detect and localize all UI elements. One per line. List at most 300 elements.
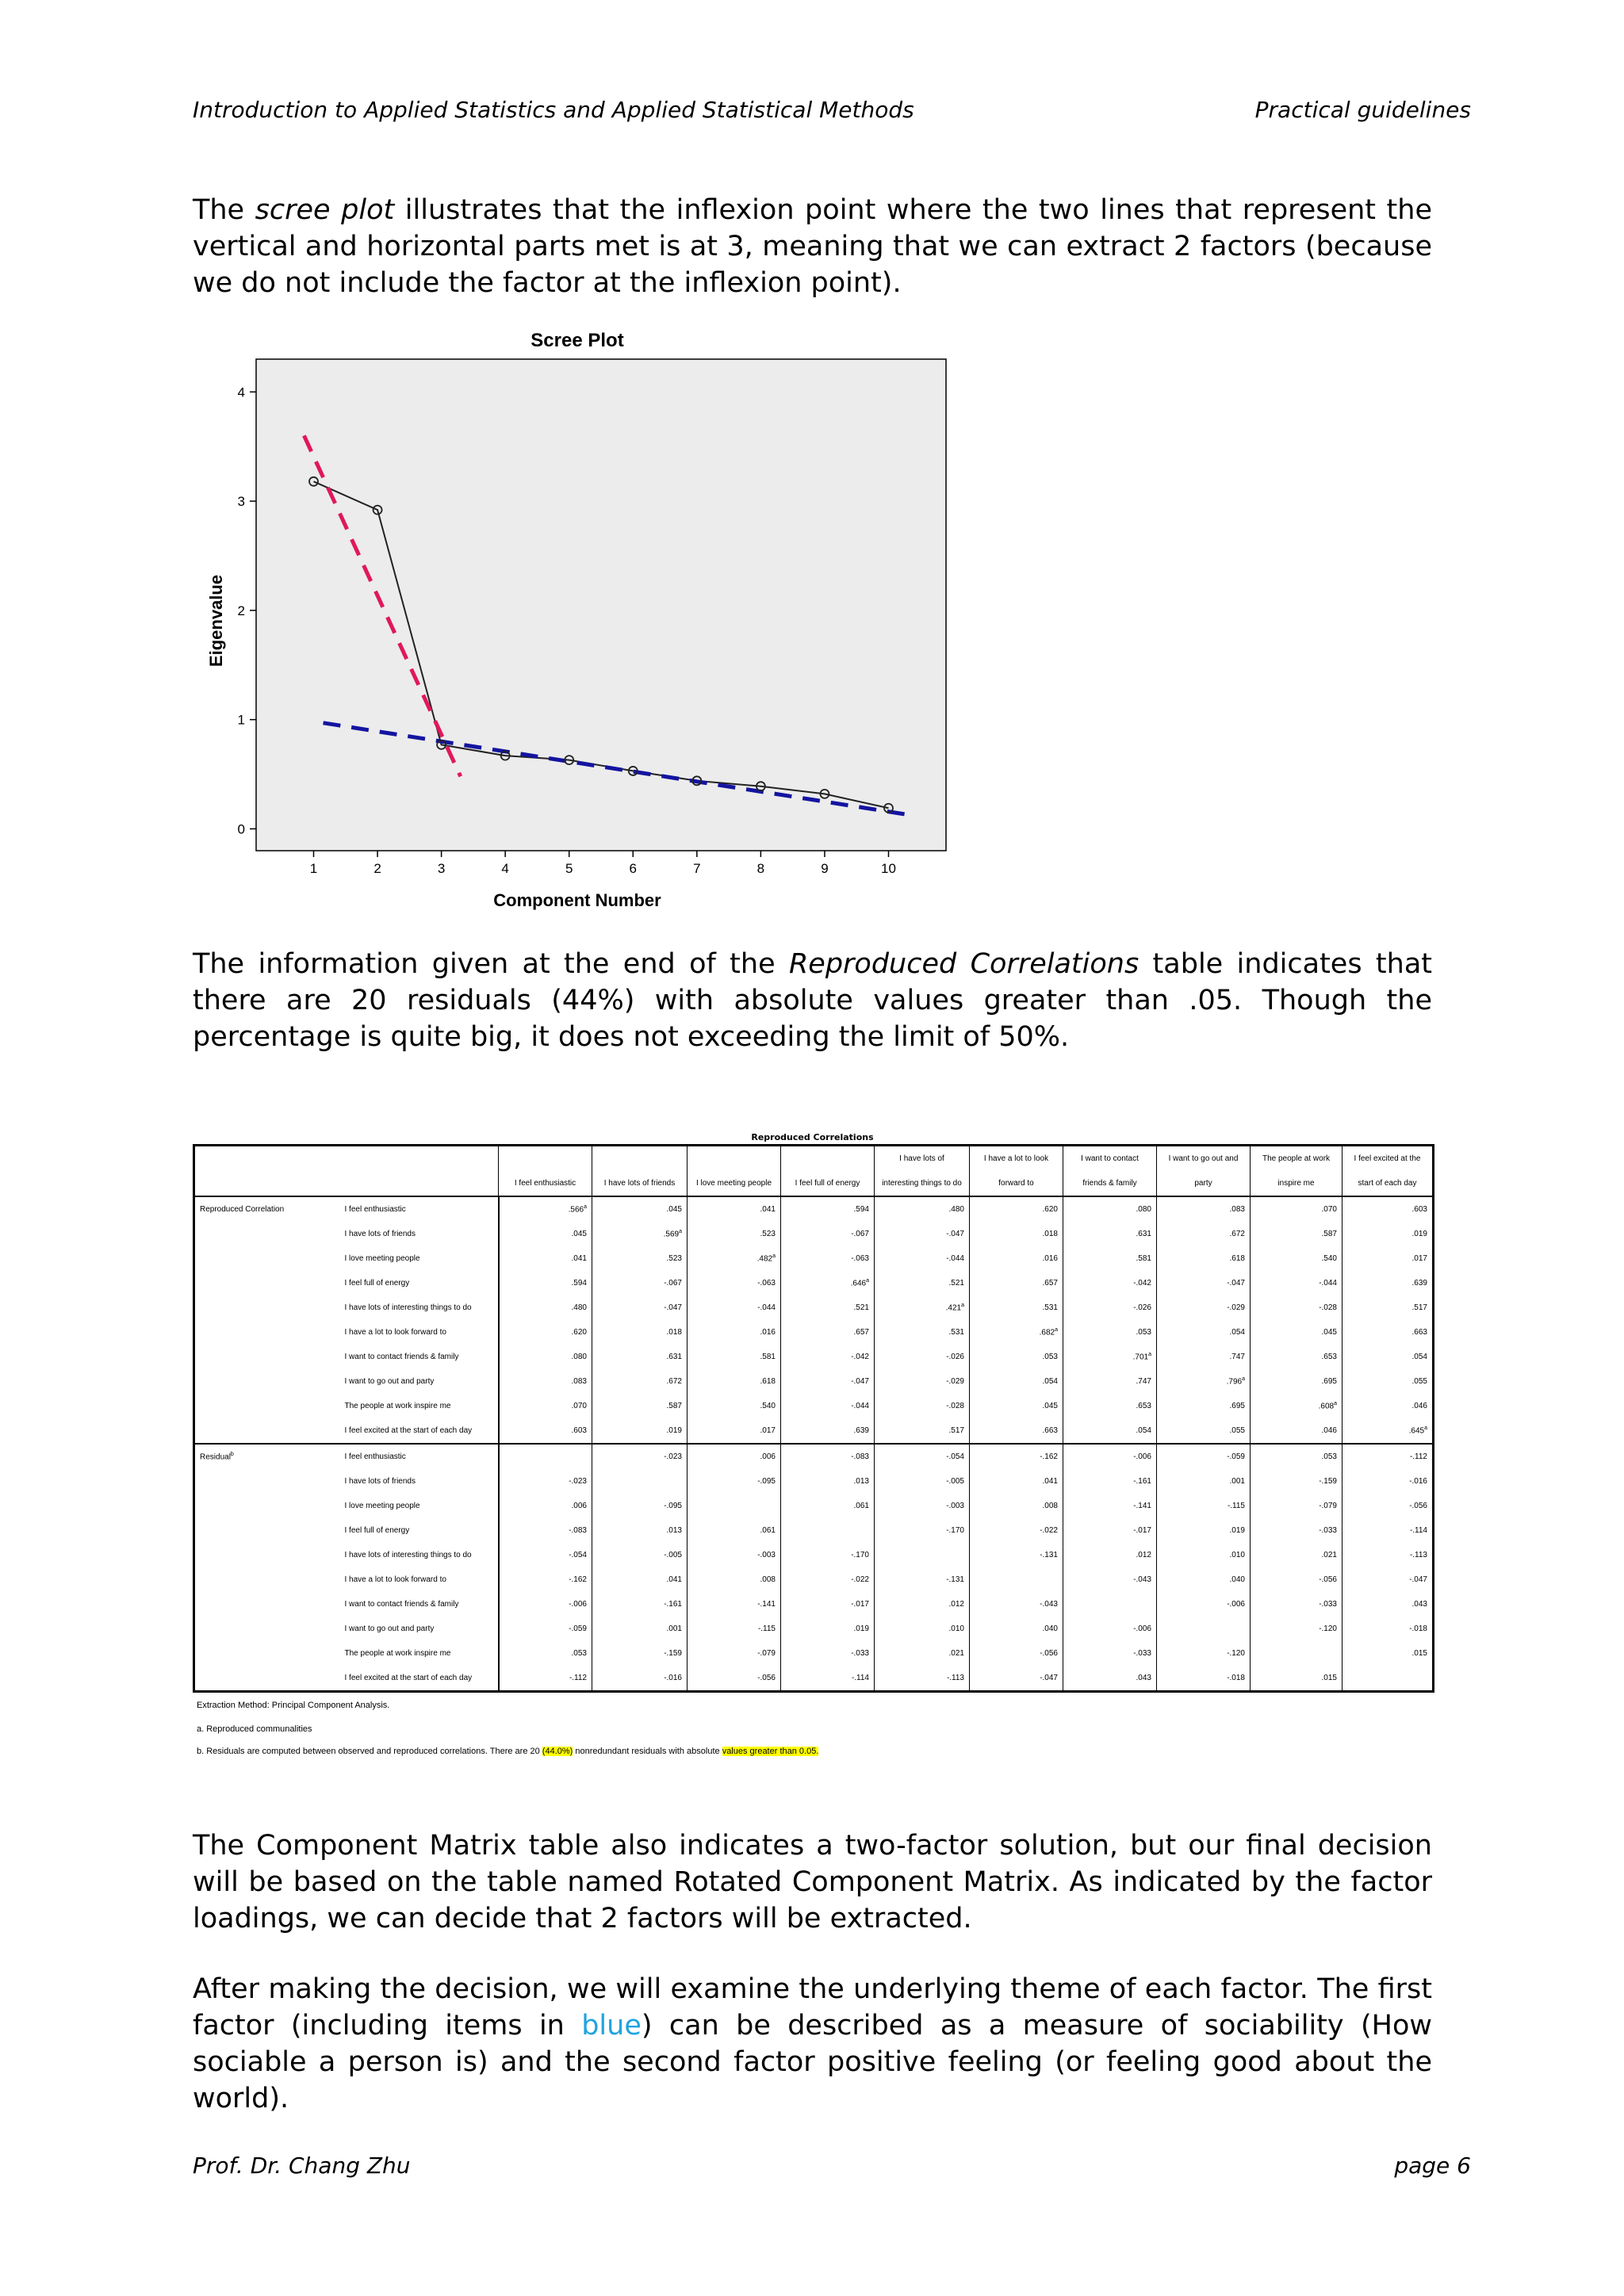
row-label: I have lots of interesting things to do <box>344 1303 472 1312</box>
page-footer <box>193 2152 1471 2184</box>
cell-value: -.115 <box>757 1624 776 1633</box>
row-group-label <box>194 1543 340 1567</box>
cell-value: -.141 <box>757 1600 776 1609</box>
column-header-line1 <box>594 1146 685 1171</box>
table-cell <box>592 1222 688 1246</box>
paragraph-component-matrix: The Component Matrix table also indicates a two-factor solution, but our final decision will be based on the table named Rotated Component Matrix. As indicated by the factor loadings, we can decide that 2 factors will be extracted. <box>193 1830 1432 1934</box>
table-cell <box>970 1543 1063 1567</box>
table-cell <box>875 1369 970 1394</box>
row-group-label <box>194 1666 340 1692</box>
row-label: I feel full of energy <box>344 1279 410 1288</box>
cell-value: .012 <box>948 1600 964 1609</box>
table-cell <box>970 1641 1063 1666</box>
row-group-label <box>194 1418 340 1444</box>
table-cell <box>1157 1518 1251 1543</box>
cell-value: -.131 <box>946 1575 964 1584</box>
column-header <box>970 1146 1063 1197</box>
plot-area <box>256 359 946 851</box>
cell-value: .421 <box>945 1303 962 1313</box>
table-cell <box>1251 1418 1342 1444</box>
cell-value: .480 <box>571 1303 587 1312</box>
cell-value: .603 <box>1411 1205 1427 1214</box>
table-cell <box>499 1444 592 1469</box>
cell-value: -.159 <box>664 1649 682 1658</box>
table-cell <box>875 1641 970 1666</box>
column-header-line1: I want to contact <box>1081 1154 1139 1163</box>
row-label: I love meeting people <box>344 1254 420 1263</box>
table-row <box>194 1369 1434 1394</box>
table-cell <box>499 1320 592 1345</box>
table-cell <box>1157 1369 1251 1394</box>
table-cell <box>1342 1295 1434 1320</box>
text-run: table indicates that there are 20 residuals (44%) with absolute values greater than .05. Though the percentage is quite big, it does not exceeding the limit of 50%. <box>193 948 1432 1053</box>
table-row <box>194 1444 1434 1469</box>
column-header <box>781 1146 875 1197</box>
cell-value: -.047 <box>664 1303 682 1312</box>
cell-value: .540 <box>760 1402 776 1410</box>
table-cell <box>1157 1469 1251 1494</box>
footnote-marker: a <box>772 1253 776 1260</box>
table-cell <box>499 1394 592 1418</box>
table-row <box>194 1494 1434 1518</box>
cell-value: -.059 <box>1227 1452 1245 1461</box>
cell-value: .045 <box>571 1230 587 1238</box>
cell-value: .747 <box>1229 1353 1245 1361</box>
cell-value: .645 <box>1408 1426 1425 1436</box>
table-cell <box>875 1320 970 1345</box>
table-cell <box>1157 1345 1251 1369</box>
cell-value: .055 <box>1411 1377 1427 1386</box>
row-group-label <box>194 1394 340 1418</box>
x-tick-label: 3 <box>437 861 446 876</box>
table-cell <box>1157 1641 1251 1666</box>
table-row <box>194 1592 1434 1617</box>
column-header <box>1157 1146 1251 1197</box>
table-cell <box>1342 1271 1434 1295</box>
x-tick-label: 5 <box>565 861 573 876</box>
cell-value: .581 <box>760 1353 776 1361</box>
table-cell <box>1063 1666 1157 1692</box>
table-cell <box>875 1295 970 1320</box>
reproduced-correlations-table <box>193 1144 1434 1693</box>
y-axis-label: Eigenvalue <box>206 574 226 668</box>
table-cell <box>1063 1196 1157 1222</box>
table-cell <box>688 1543 781 1567</box>
table-cell <box>499 1469 592 1494</box>
x-tick-label: 2 <box>373 861 381 876</box>
cell-value: -.063 <box>757 1279 776 1288</box>
table-cell <box>688 1469 781 1494</box>
x-tick-label: 8 <box>756 861 765 876</box>
cell-value: .021 <box>948 1649 964 1658</box>
cell-value: -.083 <box>569 1526 587 1535</box>
cell-value: .672 <box>666 1377 682 1386</box>
row-group-label <box>194 1617 340 1641</box>
cell-value: .603 <box>571 1426 587 1435</box>
table-cell <box>1251 1394 1342 1418</box>
table-cell <box>499 1271 592 1295</box>
table-cell <box>875 1271 970 1295</box>
header-section: Practical guidelines <box>1254 97 1471 123</box>
table-row <box>194 1641 1434 1666</box>
cell-value: -.033 <box>851 1649 869 1658</box>
table-cell <box>1063 1320 1157 1345</box>
cell-value: -.054 <box>569 1551 587 1559</box>
text-run: illustrates that the inflexion point where the two lines that represent the vertical and horizontal parts met is at 3, meaning that we can extract 2 factors (because we do not include the factor at the inflexion point). <box>193 194 1433 299</box>
cell-value: .620 <box>1042 1205 1058 1214</box>
table-cell <box>592 1469 688 1494</box>
table-cell <box>781 1518 875 1543</box>
table-cell <box>592 1418 688 1444</box>
table-cell <box>1342 1666 1434 1692</box>
row-group-label <box>194 1246 340 1271</box>
table-row <box>194 1345 1434 1369</box>
cell-value: -.063 <box>851 1254 869 1263</box>
cell-value: -.003 <box>757 1551 776 1559</box>
cell-value: .053 <box>1136 1328 1151 1337</box>
cell-value: .672 <box>1229 1230 1245 1238</box>
cell-value: .070 <box>1321 1205 1337 1214</box>
page-header <box>193 97 1471 128</box>
table-cell <box>1157 1592 1251 1617</box>
table-cell <box>688 1196 781 1222</box>
cell-value: -.033 <box>1319 1526 1337 1535</box>
footnote-method: Extraction Method: Principal Component Analysis. <box>197 1701 390 1710</box>
table-cell <box>781 1345 875 1369</box>
row-group-label <box>194 1567 340 1592</box>
cell-value: -.056 <box>1409 1502 1427 1510</box>
cell-value: -.059 <box>569 1624 587 1633</box>
table-cell <box>970 1345 1063 1369</box>
cell-value: -.026 <box>1133 1303 1151 1312</box>
table-cell <box>1251 1469 1342 1494</box>
table-cell <box>1157 1617 1251 1641</box>
table-cell <box>592 1345 688 1369</box>
cell-value: -.056 <box>1319 1575 1337 1584</box>
cell-value: -.028 <box>946 1402 964 1410</box>
cell-value: -.033 <box>1133 1649 1151 1658</box>
table-cell <box>1342 1543 1434 1567</box>
table-cell <box>1063 1641 1157 1666</box>
cell-value: -.114 <box>1409 1526 1427 1535</box>
column-header <box>592 1146 688 1197</box>
table-cell <box>1157 1246 1251 1271</box>
cell-value: .019 <box>666 1426 682 1435</box>
row-label: I feel enthusiastic <box>340 1444 499 1469</box>
table-cell <box>1157 1567 1251 1592</box>
table-cell <box>875 1543 970 1567</box>
cell-value: .001 <box>1229 1477 1245 1486</box>
cell-value: -.112 <box>1409 1452 1427 1461</box>
table-row <box>194 1543 1434 1567</box>
table-cell <box>1157 1418 1251 1444</box>
table-cell <box>875 1494 970 1518</box>
row-group-label <box>194 1295 340 1320</box>
table-cell <box>1157 1444 1251 1469</box>
table-cell <box>875 1196 970 1222</box>
cell-value: .796 <box>1226 1377 1243 1387</box>
table-cell <box>1063 1518 1157 1543</box>
cell-value: -.026 <box>946 1353 964 1361</box>
row-group-label <box>194 1494 340 1518</box>
table-cell <box>1157 1320 1251 1345</box>
table-cell <box>1342 1345 1434 1369</box>
table-row <box>194 1271 1434 1295</box>
cell-value: .531 <box>948 1328 964 1337</box>
table-cell <box>1251 1518 1342 1543</box>
table-cell <box>1157 1222 1251 1246</box>
table-cell <box>592 1592 688 1617</box>
table-cell <box>1342 1418 1434 1444</box>
cell-value: -.043 <box>1133 1575 1151 1584</box>
cell-value: .045 <box>666 1205 682 1214</box>
scree-plot-chart <box>205 325 950 928</box>
cell-value: .682 <box>1039 1328 1055 1337</box>
table-cell <box>1157 1666 1251 1692</box>
paragraph-scree-intro <box>193 192 1432 301</box>
cell-value: .012 <box>1136 1551 1151 1559</box>
table-cell <box>1157 1271 1251 1295</box>
table-cell <box>1157 1394 1251 1418</box>
table-cell <box>781 1369 875 1394</box>
cell-value: .618 <box>1229 1254 1245 1263</box>
column-header <box>499 1146 592 1197</box>
cell-value: -.095 <box>757 1477 776 1486</box>
cell-value: .695 <box>1229 1402 1245 1410</box>
table-cell <box>592 1295 688 1320</box>
cell-value: -.113 <box>1409 1551 1427 1559</box>
cell-value: .517 <box>948 1426 964 1435</box>
cell-value: -.017 <box>1133 1526 1151 1535</box>
cell-value: .587 <box>1321 1230 1337 1238</box>
cell-value: -.141 <box>1133 1502 1151 1510</box>
table-cell <box>1342 1518 1434 1543</box>
column-header-line2: party <box>1194 1179 1212 1188</box>
cell-value: .540 <box>1321 1254 1337 1263</box>
cell-value: .482 <box>756 1254 773 1264</box>
table-cell <box>781 1444 875 1469</box>
cell-value: -.056 <box>1040 1649 1058 1658</box>
cell-value: .569 <box>663 1230 680 1239</box>
cell-value: .054 <box>1411 1353 1427 1361</box>
paragraph-factor-themes <box>193 1971 1432 2117</box>
row-label: I feel full of energy <box>344 1526 410 1535</box>
chart-title: Scree Plot <box>530 330 624 351</box>
cell-value: .008 <box>1042 1502 1058 1510</box>
table-cell <box>688 1320 781 1345</box>
cell-value: .010 <box>1229 1551 1245 1559</box>
footnote-marker: a <box>961 1303 964 1309</box>
cell-value: -.047 <box>1227 1279 1245 1288</box>
cell-value: -.044 <box>757 1303 776 1312</box>
cell-value: .646 <box>850 1279 867 1288</box>
cell-value: -.029 <box>1227 1303 1245 1312</box>
cell-value: .639 <box>1411 1279 1427 1288</box>
table-cell <box>1251 1592 1342 1617</box>
cell-value: .594 <box>571 1279 587 1288</box>
table-cell <box>1063 1444 1157 1469</box>
cell-value: .046 <box>1411 1402 1427 1410</box>
cell-value: .018 <box>1042 1230 1058 1238</box>
cell-value: -.079 <box>1319 1502 1337 1510</box>
text-run: The <box>193 194 255 226</box>
table-cell <box>875 1666 970 1692</box>
table-cell <box>592 1666 688 1692</box>
table-cell <box>875 1567 970 1592</box>
table-cell <box>592 1320 688 1345</box>
cell-value: .608 <box>1318 1402 1335 1411</box>
table-cell <box>1063 1617 1157 1641</box>
table-cell <box>1251 1320 1342 1345</box>
cell-value: -.017 <box>851 1600 869 1609</box>
table-cell <box>970 1469 1063 1494</box>
cell-value: .041 <box>1042 1477 1058 1486</box>
cell-value: .053 <box>1042 1353 1058 1361</box>
table-cell <box>592 1196 688 1222</box>
table-cell <box>875 1345 970 1369</box>
x-axis-label: Component Number <box>493 890 661 910</box>
cell-value: -.006 <box>1133 1452 1151 1461</box>
table-cell <box>781 1394 875 1418</box>
table-cell <box>688 1246 781 1271</box>
x-tick-label: 9 <box>821 861 829 876</box>
cell-value: .521 <box>853 1303 869 1312</box>
column-header <box>875 1146 970 1197</box>
cell-value: .013 <box>666 1526 682 1535</box>
cell-value: -.044 <box>851 1402 869 1410</box>
table-cell <box>781 1196 875 1222</box>
text-run-blue: blue <box>581 2010 642 2042</box>
table-cell <box>592 1246 688 1271</box>
table-cell <box>592 1271 688 1295</box>
table-cell <box>688 1222 781 1246</box>
cell-value: .080 <box>571 1353 587 1361</box>
table-cell <box>970 1567 1063 1592</box>
cell-value: .046 <box>1321 1426 1337 1435</box>
cell-value: .061 <box>760 1526 776 1535</box>
cell-value: .581 <box>1136 1254 1151 1263</box>
table-cell <box>781 1567 875 1592</box>
table-cell <box>1251 1666 1342 1692</box>
cell-value: .010 <box>948 1624 964 1633</box>
row-label: I have lots of interesting things to do <box>344 1551 472 1559</box>
table-cell <box>1251 1222 1342 1246</box>
table-row <box>194 1518 1434 1543</box>
table-cell <box>499 1222 592 1246</box>
row-label: The people at work inspire me <box>344 1402 451 1410</box>
table-cell <box>499 1543 592 1567</box>
cell-value: -.120 <box>1227 1649 1245 1658</box>
y-tick-label: 4 <box>237 385 245 400</box>
table-cell <box>781 1666 875 1692</box>
cell-value: -.113 <box>946 1674 964 1682</box>
table-cell <box>1063 1543 1157 1567</box>
table-cell <box>1157 1543 1251 1567</box>
table-cell <box>499 1592 592 1617</box>
column-header-line1 <box>689 1146 779 1171</box>
cell-value: .043 <box>1411 1600 1427 1609</box>
table-cell <box>688 1394 781 1418</box>
table-row <box>194 1666 1434 1692</box>
cell-value: .566 <box>568 1205 584 1215</box>
table-cell <box>1251 1444 1342 1469</box>
row-label: I want to contact friends & family <box>344 1600 459 1609</box>
row-label: The people at work inspire me <box>344 1649 451 1658</box>
cell-value: -.159 <box>1319 1477 1337 1486</box>
table-row <box>194 1567 1434 1592</box>
table-cell <box>499 1295 592 1320</box>
table-cell <box>1342 1469 1434 1494</box>
column-header-line2: I love meeting people <box>695 1179 772 1188</box>
cell-value: .517 <box>1411 1303 1427 1312</box>
cell-value: .045 <box>1042 1402 1058 1410</box>
table-cell <box>970 1394 1063 1418</box>
cell-value: -.018 <box>1227 1674 1245 1682</box>
table-cell <box>875 1469 970 1494</box>
cell-value: .663 <box>1411 1328 1427 1337</box>
footnote-marker: a <box>1424 1425 1427 1432</box>
table-cell <box>688 1592 781 1617</box>
cell-value: -.047 <box>1409 1575 1427 1584</box>
cell-value: .054 <box>1229 1328 1245 1337</box>
row-group-label <box>194 1641 340 1666</box>
cell-value: .639 <box>853 1426 869 1435</box>
cell-value: -.067 <box>851 1230 869 1238</box>
table-row <box>194 1617 1434 1641</box>
table-cell <box>688 1418 781 1444</box>
table-title: Reproduced Correlations <box>751 1132 874 1142</box>
row-label: I want to contact friends & family <box>344 1353 459 1361</box>
cell-value: -.047 <box>851 1377 869 1386</box>
table-cell <box>781 1543 875 1567</box>
row-group-label <box>194 1345 340 1369</box>
table-cell <box>970 1271 1063 1295</box>
cell-value: -.033 <box>1319 1600 1337 1609</box>
table-cell <box>499 1567 592 1592</box>
table-cell <box>688 1369 781 1394</box>
table-cell <box>499 1418 592 1444</box>
cell-value: .631 <box>1136 1230 1151 1238</box>
text-run: The information given at the end of the <box>193 948 789 980</box>
table-cell <box>688 1271 781 1295</box>
table-row <box>194 1222 1434 1246</box>
cell-value: .040 <box>1042 1624 1058 1633</box>
cell-value: -.005 <box>664 1551 682 1559</box>
row-group-label <box>194 1320 340 1345</box>
table-cell <box>688 1666 781 1692</box>
cell-value: .523 <box>666 1254 682 1263</box>
table-cell <box>688 1345 781 1369</box>
table-cell <box>1157 1295 1251 1320</box>
row-group-label <box>194 1592 340 1617</box>
cell-value: .013 <box>853 1477 869 1486</box>
table-cell <box>1251 1196 1342 1222</box>
scree-plot-svg <box>205 325 950 928</box>
column-header-line2: inspire me <box>1277 1179 1315 1188</box>
table-row <box>194 1196 1434 1222</box>
cell-value: .053 <box>1321 1452 1337 1461</box>
cell-value: .653 <box>1136 1402 1151 1410</box>
column-header-line1: I have a lot to look <box>983 1154 1049 1163</box>
cell-value: -.044 <box>1319 1279 1337 1288</box>
text-run-italic: Reproduced Correlations <box>788 948 1139 980</box>
table-cell <box>1063 1345 1157 1369</box>
table-cell <box>1342 1369 1434 1394</box>
cell-value: -.112 <box>569 1674 587 1682</box>
column-header-line2: forward to <box>998 1179 1034 1188</box>
column-header <box>1251 1146 1342 1197</box>
table-cell <box>1251 1641 1342 1666</box>
